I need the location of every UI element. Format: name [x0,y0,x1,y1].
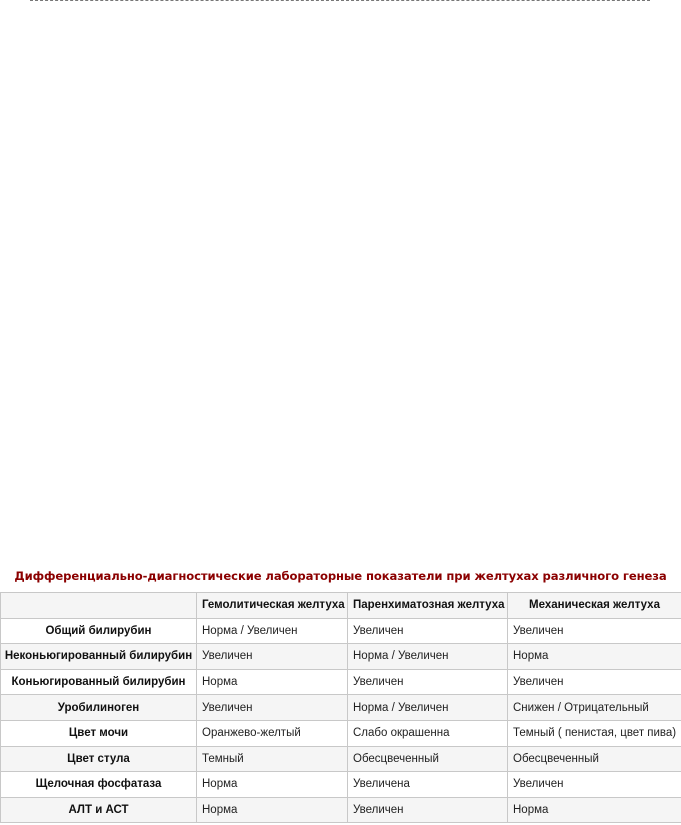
table-row [1,669,681,695]
cell-mechanical: Темный ( пенистая, цвет пива) [508,720,681,746]
table-row [1,772,681,798]
cell-hemolytic: Оранжево-желтый [197,720,348,746]
row-label: Коньюгированный билирубин [1,669,197,695]
header-mechanical: Механическая желтуха [508,593,681,619]
table-row [1,797,681,823]
header-parenchymal: Паренхиматозная желтуха [348,593,508,619]
table-row [1,618,681,644]
table-row [1,746,681,772]
cell-mechanical: Норма [508,797,681,823]
cell-mechanical: Обесцвеченный [508,746,681,772]
cell-mechanical: Норма [508,644,681,670]
header-cell-empty [1,593,197,619]
cell-hemolytic: Норма [197,669,348,695]
cell-parenchymal: Увеличена [348,772,508,798]
row-label: Общий билирубин [1,618,197,644]
cell-hemolytic: Увеличен [197,695,348,721]
cell-parenchymal: Слабо окрашенна [348,720,508,746]
table-row [1,695,681,721]
table-row [1,644,681,670]
cell-mechanical: Снижен / Отрицательный [508,695,681,721]
cell-parenchymal: Норма / Увеличен [348,695,508,721]
cell-mechanical: Увеличен [508,669,681,695]
cell-parenchymal: Увеличен [348,669,508,695]
row-label: Щелочная фосфатаза [1,772,197,798]
row-label: Неконьюгированный билирубин [1,644,197,670]
cell-parenchymal: Обесцвеченный [348,746,508,772]
cell-hemolytic: Норма [197,772,348,798]
cell-mechanical: Увеличен [508,772,681,798]
table-row [1,720,681,746]
header-hemolytic: Гемолитическая желтуха [197,593,348,619]
row-label: Уробилиноген [1,695,197,721]
cell-hemolytic: Норма [197,797,348,823]
table-caption: Дифференциально-диагностические лабораторные показатели при желтухах различного генеза [14,569,667,583]
cell-hemolytic: Норма / Увеличен [197,618,348,644]
row-label: АЛТ и АСТ [1,797,197,823]
table-header-row [1,593,681,619]
cell-hemolytic: Темный [197,746,348,772]
cell-parenchymal: Норма / Увеличен [348,644,508,670]
cell-parenchymal: Увеличен [348,797,508,823]
row-label: Цвет стула [1,746,197,772]
jaundice-lab-table [0,592,681,823]
cell-mechanical: Увеличен [508,618,681,644]
cell-hemolytic: Увеличен [197,644,348,670]
top-dashed-divider [30,0,650,1]
cell-parenchymal: Увеличен [348,618,508,644]
row-label: Цвет мочи [1,720,197,746]
